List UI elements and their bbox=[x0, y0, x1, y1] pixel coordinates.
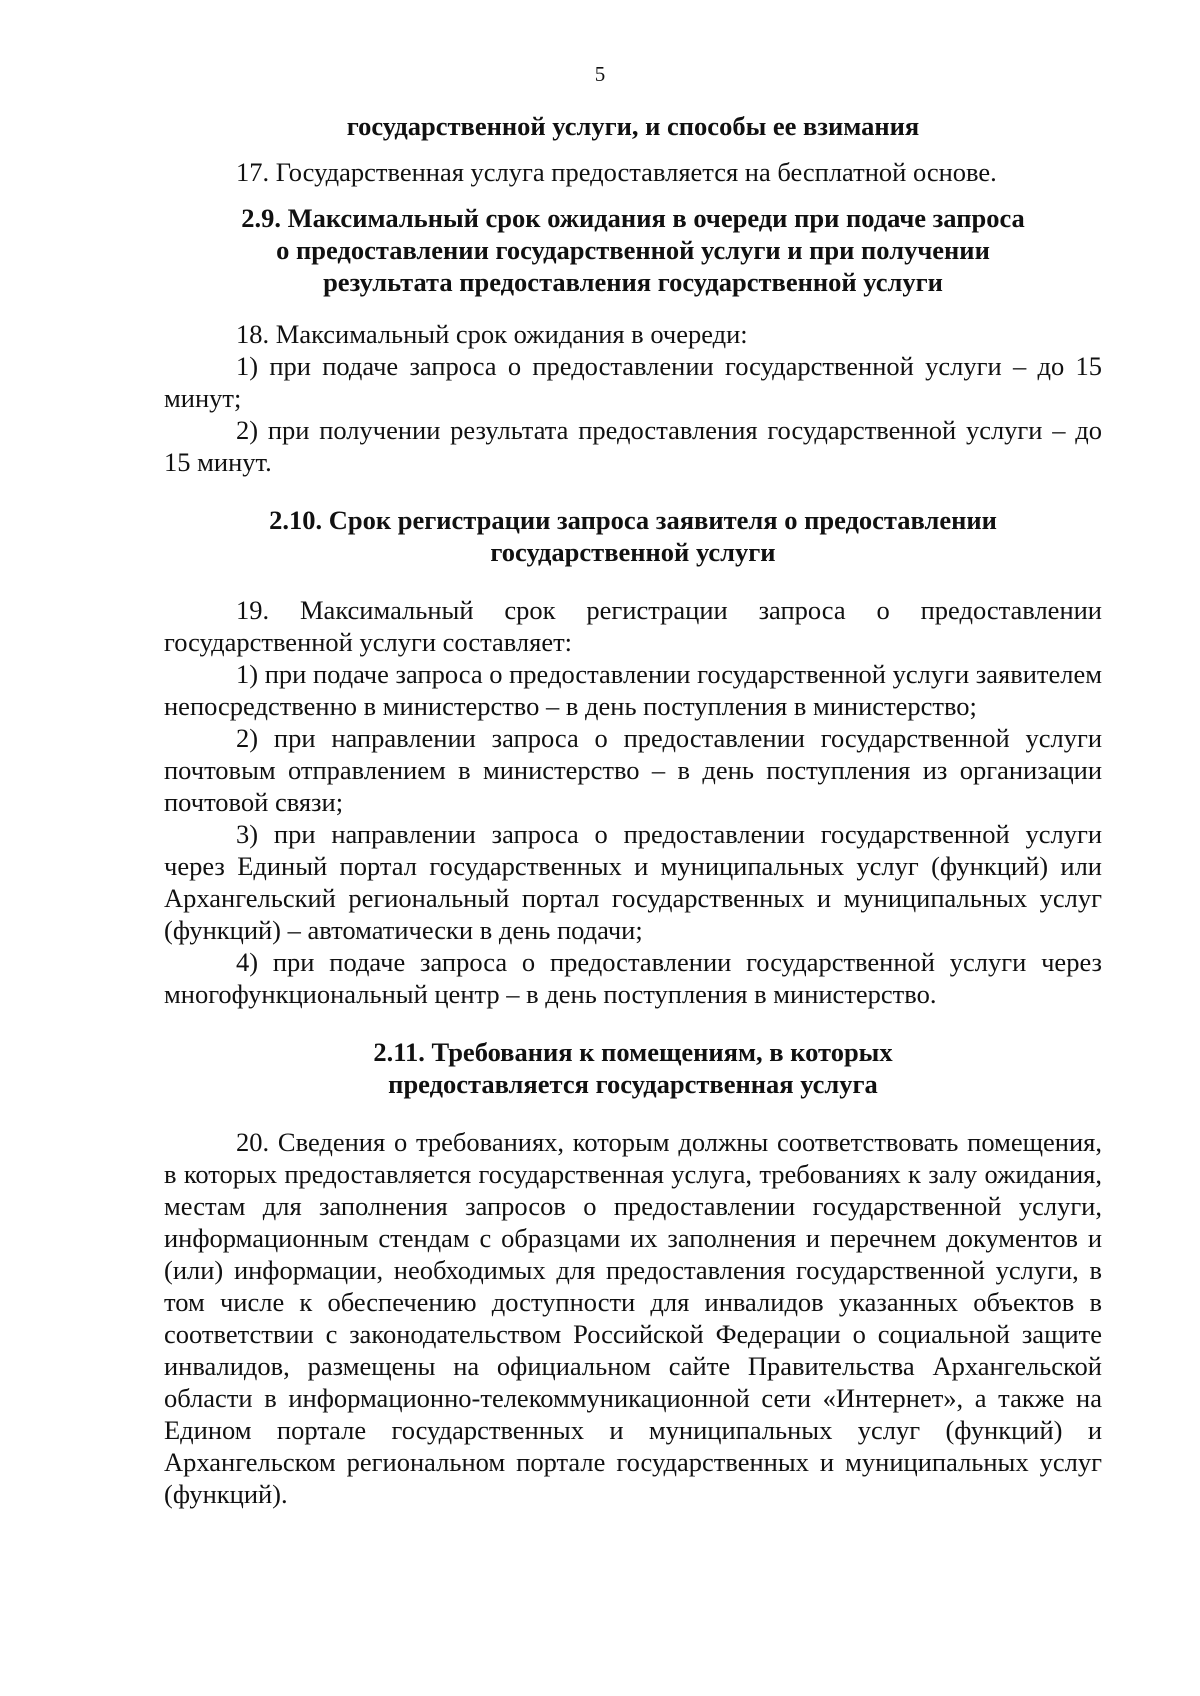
item-18-sub1: 1) при подаче запроса о предоставлении государственной услуги – до 15 минут; bbox=[164, 351, 1102, 413]
item-18-intro: 18. Максимальный срок ожидания в очереди: bbox=[236, 319, 748, 349]
document-body bbox=[164, 110, 1102, 1510]
section-2-11-title bbox=[164, 1036, 1102, 1100]
section-2-10-title-line1: 2.10. Срок регистрации запроса заявителя о предоставлении bbox=[269, 505, 997, 535]
item-20: 20. Сведения о требованиях, которым должны соответствовать помещения, в которых предоставляется государственная услуга, требованиях к залу ожидания, местам для заполнения запросов о предоставлении государственной услуги, информационным стендам с образцами их заполнения и перечнем документов и (или) информации, необходимых для предоставления государственной услуги, в том числе к обеспечению доступности для инвалидов указанных объектов в соответствии с законодательством Российской Федерации о социальной защите инвалидов, размещены на официальном сайте Правительства Архангельской области в информационно-телекоммуникационной сети «Интернет», а также на Едином портале государственных и муниципальных услуг (функций) и Архангельском региональном портале государственных и муниципальных услуг (функций). bbox=[164, 1127, 1102, 1509]
section-2-9-title bbox=[164, 202, 1102, 298]
item-19-intro: 19. Максимальный срок регистрации запроса о предоставлении государственной услуги составляет: bbox=[164, 595, 1102, 657]
item-18-sub2: 2) при получении результата предоставления государственной услуги – до 15 минут. bbox=[164, 415, 1102, 477]
item-19-sub1: 1) при подаче запроса о предоставлении государственной услуги заявителем непосредственно в министерство – в день поступления в министерство; bbox=[164, 659, 1102, 721]
section-2-8-title-tail: государственной услуги, и способы ее взимания bbox=[346, 111, 920, 141]
section-2-9-title-line1: 2.9. Максимальный срок ожидания в очереди при подаче запроса bbox=[241, 203, 1025, 233]
section-2-10-title bbox=[164, 504, 1102, 568]
section-2-11-title-line2: предоставляется государственная услуга bbox=[388, 1069, 878, 1099]
section-2-9-title-line2: о предоставлении государственной услуги и при получении bbox=[276, 235, 990, 265]
item-19-sub4: 4) при подаче запроса о предоставлении государственной услуги через многофункциональный центр – в день поступления в министерство. bbox=[164, 947, 1102, 1009]
item-19-sub3: 3) при направлении запроса о предоставлении государственной услуги через Единый портал государственных и муниципальных услуг (функций) или Архангельский региональный портал государственных и муниципальных услуг (функций) – автоматически в день подачи; bbox=[164, 819, 1102, 945]
section-2-11-title-line1: 2.11. Требования к помещениям, в которых bbox=[373, 1037, 893, 1067]
item-17: 17. Государственная услуга предоставляется на бесплатной основе. bbox=[236, 157, 997, 187]
section-2-9-title-line3: результата предоставления государственной услуги bbox=[323, 267, 943, 297]
item-19-sub2: 2) при направлении запроса о предоставлении государственной услуги почтовым отправлением в министерство – в день поступления из организации почтовой связи; bbox=[164, 723, 1102, 817]
section-2-10-title-line2: государственной услуги bbox=[490, 537, 776, 567]
page-number: 5 bbox=[594, 62, 606, 86]
